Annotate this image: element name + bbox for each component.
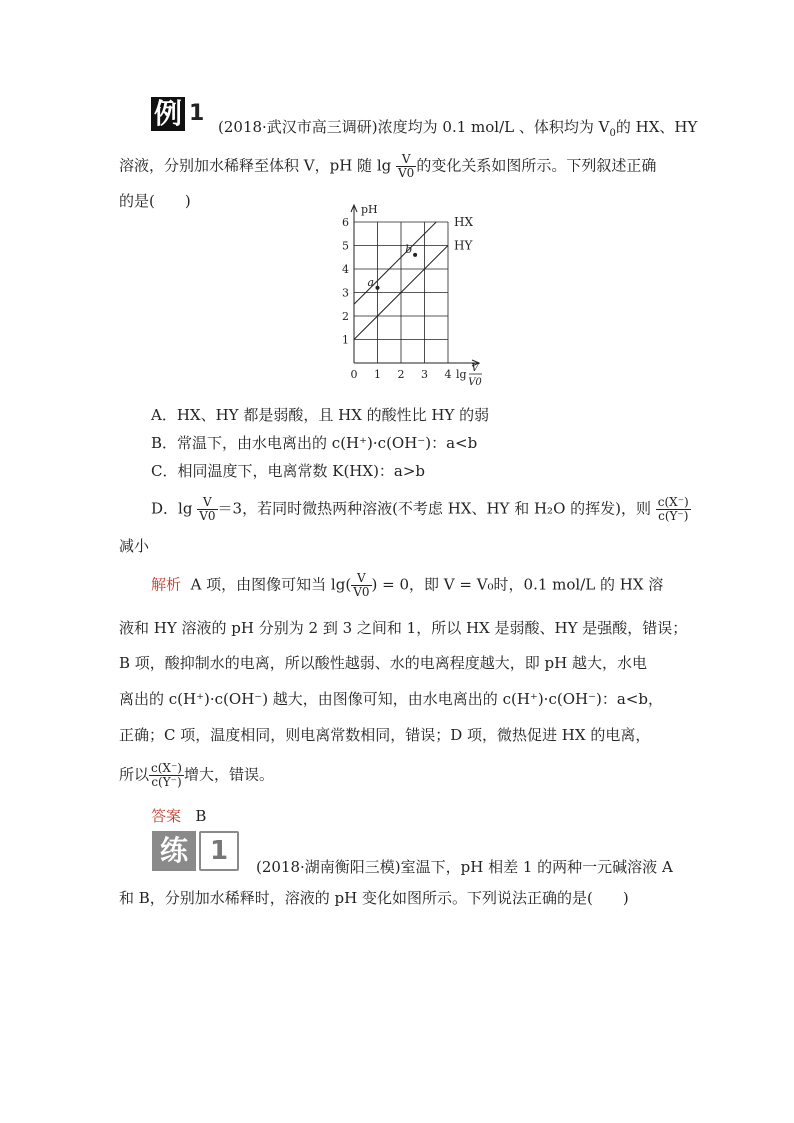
point-label-b: b xyxy=(405,242,413,256)
option-d-frac1-den: V0 xyxy=(199,509,216,523)
point-b xyxy=(413,253,417,257)
example-stem1: 浓度均为 0.1 mol/L 、体积均为 V xyxy=(377,118,610,136)
x-axis-label-lg: lg xyxy=(456,368,467,381)
x-axis-label-num: V xyxy=(471,363,479,374)
x-tick-label: 3 xyxy=(421,368,428,381)
practice-line1: (2018·湖南衡阳三模)室温下，pH 相差 1 的两种一元碱溶液 A xyxy=(256,858,673,876)
x-axis-label-den: V0 xyxy=(468,377,482,388)
x-tick-label: 1 xyxy=(374,368,381,381)
option-c: C．相同温度下，电离常数 K(HX)：a>b xyxy=(151,462,426,480)
analysis-line2: 液和 HY 溶液的 pH 分别为 2 到 3 之间和 1，所以 HX 是弱酸、HY 是强酸，错误； xyxy=(119,619,688,637)
analysis-l1-b: ) = 0，即 V = V₀时，0.1 mol/L 的 HX 溶 xyxy=(371,575,664,594)
example-fraction xyxy=(396,153,416,180)
y-tick-label: 5 xyxy=(342,239,349,253)
series-line-hx xyxy=(354,222,436,304)
series-label-hx: HX xyxy=(454,215,474,229)
answer-label: 答案 xyxy=(151,807,182,825)
option-d-frac1-num: V xyxy=(197,496,217,510)
option-d-b: ＝3，若同时微热两种溶液(不考虑 HX、HY 和 H₂O 的挥发)，则 xyxy=(217,499,651,518)
analysis-l6-frac-den: c(Y⁻) xyxy=(151,775,182,789)
analysis-line3: B 项，酸抑制水的电离，所以酸性越弱、水的电离程度越大，即 pH 越大，水电 xyxy=(119,654,648,672)
example-stem1-sub: 0 xyxy=(609,128,616,139)
analysis-label: 解析 xyxy=(151,575,182,594)
y-tick-label: 2 xyxy=(342,310,349,323)
y-axis-label: pH xyxy=(361,203,378,216)
analysis-frac-den: V0 xyxy=(353,585,370,599)
practice-badge: 练 xyxy=(152,831,196,871)
answer-line xyxy=(151,806,206,826)
analysis-l6-a: 所以 xyxy=(119,765,150,784)
analysis-line6 xyxy=(119,762,274,789)
analysis-line1 xyxy=(151,572,663,599)
y-tick-label: 4 xyxy=(342,263,349,276)
example-source: (2018·武汉市高三调研) xyxy=(218,118,378,136)
analysis-l1-a: A 项，由图像可知当 lg( xyxy=(190,575,352,594)
fraction-numerator: V xyxy=(396,153,416,167)
example-stem2-b: 的变化关系如图所示。下列叙述正确 xyxy=(416,156,657,175)
example-stem-line3: 的是( ) xyxy=(119,192,191,210)
x-tick-label: 0 xyxy=(350,368,358,381)
analysis-line5: 正确；C 项，温度相同，则电离常数相同，错误；D 项，微热促进 HX 的电离， xyxy=(119,726,651,744)
example-stem1-tail: 的 HX、HY xyxy=(615,118,698,136)
option-d-frac1 xyxy=(197,496,217,523)
analysis-line4: 离出的 c(H⁺)·c(OH⁻) 越大，由图像可知，由水电离出的 c(H⁺)·c(OH⁻)：a<b， xyxy=(119,690,663,708)
practice-number: 1 xyxy=(199,831,239,871)
option-b: B．常温下，由水电离出的 c(H⁺)·c(OH⁻)：a<b xyxy=(151,434,478,452)
example-stem2-a: 溶液，分别加水稀释至体积 V，pH 随 lg xyxy=(119,156,392,175)
fraction-denominator: V0 xyxy=(398,166,415,180)
analysis-l6-b: 增大，错误。 xyxy=(183,765,274,784)
option-d-a: D．lg xyxy=(151,499,193,518)
point-label-a: a xyxy=(367,275,375,289)
option-d-frac2-den: c(Y⁻) xyxy=(658,509,689,523)
analysis-l6-frac-num: c(X⁻) xyxy=(151,761,182,775)
analysis-l6-frac xyxy=(149,762,184,789)
x-tick-label: 4 xyxy=(444,368,452,381)
example-badge: 例 xyxy=(151,97,185,131)
practice-line2: 和 B，分别加水稀释时，溶液的 pH 变化如图所示。下列说法正确的是( ) xyxy=(119,889,629,907)
y-tick-label: 6 xyxy=(342,216,349,229)
point-a xyxy=(376,286,380,290)
option-a: A．HX、HY 都是弱酸，且 HX 的酸性比 HY 的弱 xyxy=(151,406,490,424)
y-tick-label: 1 xyxy=(342,333,349,347)
example-number: 1 xyxy=(189,101,205,126)
series-label-hy: HY xyxy=(454,238,473,253)
example-stem-line1 xyxy=(218,117,697,144)
option-d xyxy=(151,496,691,523)
example-stem-line2 xyxy=(119,153,656,180)
ph-chart xyxy=(338,203,488,398)
analysis-frac xyxy=(351,572,371,599)
answer-value: B xyxy=(195,807,207,825)
option-d-frac2 xyxy=(656,496,691,523)
option-d-frac2-num: c(X⁻) xyxy=(657,495,689,509)
analysis-frac-num: V xyxy=(351,572,371,586)
y-tick-label: 3 xyxy=(342,286,349,300)
option-d-tail: 减小 xyxy=(119,537,150,555)
x-tick-label: 2 xyxy=(397,368,405,381)
